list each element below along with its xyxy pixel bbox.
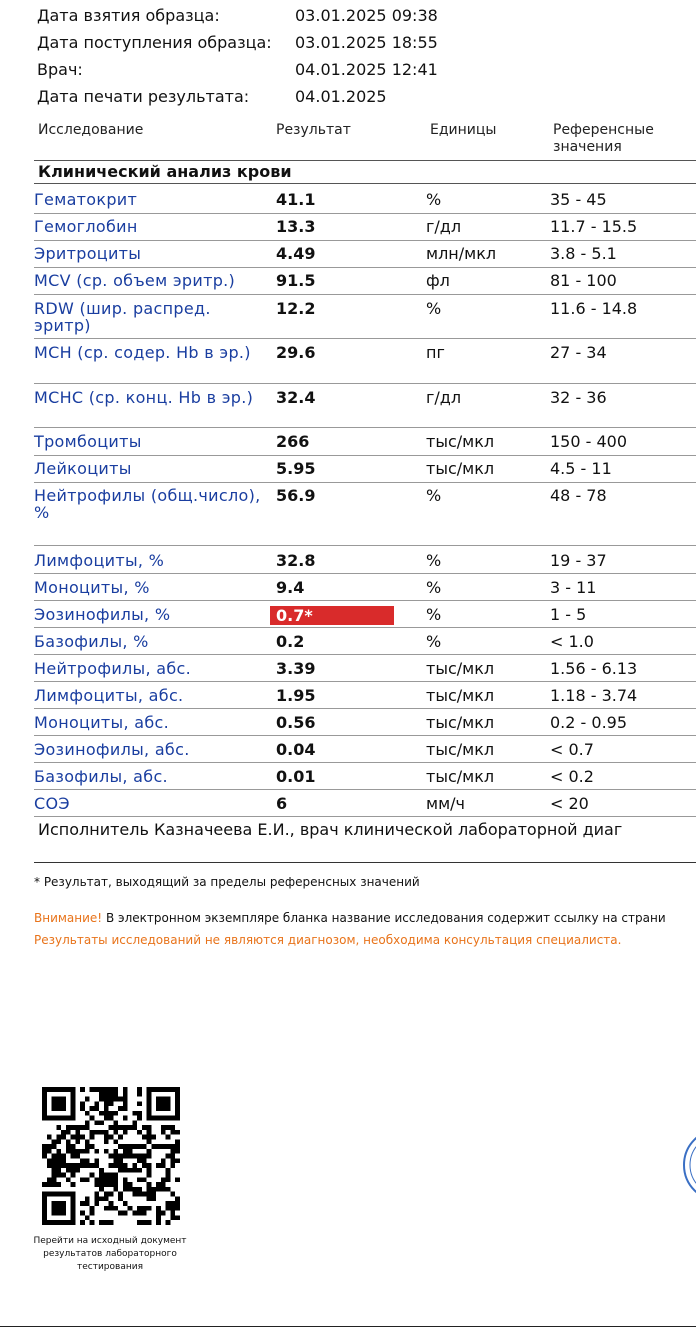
qr-caption: Перейти на исходный документ результатов лабораторного тестирования <box>33 1236 187 1272</box>
section-divider-bottom <box>34 183 696 184</box>
executor-line: Исполнитель Казначеева Е.И., врач клинической лабораторной диаг <box>38 820 623 839</box>
test-name-link[interactable]: Эритроциты <box>34 244 142 263</box>
attention-text: В электронном экземпляре бланка название исследования содержит ссылку на страни <box>102 911 666 925</box>
result-value: 1.95 <box>276 686 316 705</box>
reference-range: 4.5 - 11 <box>550 459 612 478</box>
header-reference-line1: Референсные <box>553 122 654 138</box>
row-divider <box>34 735 696 736</box>
unit: тыс/мкл <box>426 713 495 732</box>
meta-value-received-date: 03.01.2025 18:55 <box>295 33 438 52</box>
result-value: 13.3 <box>276 217 316 236</box>
reference-range: < 0.7 <box>550 740 594 759</box>
unit: % <box>426 299 442 318</box>
page-bottom-border <box>0 1326 696 1327</box>
result-value: 0.01 <box>276 767 316 786</box>
result-value-flagged: 0.7* <box>270 606 394 625</box>
unit: млн/мкл <box>426 244 497 263</box>
row-divider <box>34 654 696 655</box>
reference-range: 48 - 78 <box>550 486 607 505</box>
result-value: 5.95 <box>276 459 316 478</box>
test-name-link[interactable]: Нейтрофилы (общ.число), % <box>34 486 261 522</box>
meta-label-doctor: Врач: <box>37 60 83 79</box>
reference-range: 32 - 36 <box>550 388 607 407</box>
unit: % <box>426 190 442 209</box>
row-divider <box>34 383 696 384</box>
unit: г/дл <box>426 217 462 236</box>
row-divider <box>34 267 696 268</box>
unit: г/дл <box>426 388 462 407</box>
result-value: 12.2 <box>276 299 316 318</box>
header-reference <box>553 122 654 156</box>
row-divider <box>34 573 696 574</box>
row-divider <box>34 600 696 601</box>
test-name-link[interactable]: MCV (ср. объем эритр.) <box>34 271 236 290</box>
test-name-link[interactable]: Гемоглобин <box>34 217 138 236</box>
reference-range: 1.18 - 3.74 <box>550 686 638 705</box>
unit: % <box>426 605 442 624</box>
reference-range: 11.6 - 14.8 <box>550 299 638 318</box>
result-value: 9.4 <box>276 578 305 597</box>
unit: тыс/мкл <box>426 740 495 759</box>
meta-label-print-date: Дата печати результата: <box>37 87 250 106</box>
test-name-link[interactable]: Базофилы, % <box>34 632 149 651</box>
unit: фл <box>426 271 450 290</box>
reference-range: < 20 <box>550 794 589 813</box>
row-divider <box>34 545 696 546</box>
attention-note <box>34 911 666 925</box>
row-divider <box>34 762 696 763</box>
result-value: 56.9 <box>276 486 316 505</box>
qr-code[interactable] <box>42 1087 180 1225</box>
unit: тыс/мкл <box>426 659 495 678</box>
result-value: 0.04 <box>276 740 316 759</box>
test-name-link[interactable]: MCH (ср. содер. Hb в эр.) <box>34 343 251 362</box>
test-name-link[interactable]: Гематокрит <box>34 190 138 209</box>
test-name-link[interactable]: Базофилы, абс. <box>34 767 168 786</box>
row-divider <box>34 482 696 483</box>
unit: % <box>426 486 442 505</box>
unit: тыс/мкл <box>426 432 495 451</box>
result-value: 0.2 <box>276 632 305 651</box>
row-divider <box>34 427 696 428</box>
result-value: 41.1 <box>276 190 316 209</box>
row-divider <box>34 816 696 817</box>
unit: % <box>426 632 442 651</box>
reference-range: 150 - 400 <box>550 432 628 451</box>
reference-range: 1 - 5 <box>550 605 587 624</box>
stamp-seal-icon <box>680 1125 696 1205</box>
test-name-link[interactable]: Эозинофилы, абс. <box>34 740 190 759</box>
section-divider <box>34 160 696 161</box>
reference-range: 1.56 - 6.13 <box>550 659 638 678</box>
test-name-link[interactable]: RDW (шир. распред. эритр) <box>34 299 211 335</box>
reference-range: 11.7 - 15.5 <box>550 217 638 236</box>
unit: тыс/мкл <box>426 459 495 478</box>
test-name-link[interactable]: Моноциты, абс. <box>34 713 170 732</box>
test-name-link[interactable]: Моноциты, % <box>34 578 150 597</box>
test-name-link[interactable]: Тромбоциты <box>34 432 142 451</box>
result-value: 4.49 <box>276 244 316 263</box>
header-units: Единицы <box>430 122 497 138</box>
reference-range: < 0.2 <box>550 767 594 786</box>
test-name-link[interactable]: Лейкоциты <box>34 459 132 478</box>
row-divider <box>34 708 696 709</box>
result-value: 32.4 <box>276 388 316 407</box>
result-value: 266 <box>276 432 310 451</box>
reference-range: 3 - 11 <box>550 578 597 597</box>
reference-range: 81 - 100 <box>550 271 617 290</box>
disclaimer: Результаты исследований не являются диагнозом, необходима консультация специалиста. <box>34 933 622 947</box>
meta-value-doctor: 04.01.2025 12:41 <box>295 60 438 79</box>
test-name-link[interactable]: Эозинофилы, % <box>34 605 171 624</box>
unit: тыс/мкл <box>426 686 495 705</box>
row-divider <box>34 213 696 214</box>
meta-value-print-date: 04.01.2025 <box>295 87 387 106</box>
test-name-link[interactable]: MCHC (ср. конц. Hb в эр.) <box>34 388 254 407</box>
meta-label-received-date: Дата поступления образца: <box>37 33 272 52</box>
test-name-link[interactable]: Нейтрофилы, абс. <box>34 659 192 678</box>
row-divider <box>34 240 696 241</box>
reference-range: 3.8 - 5.1 <box>550 244 617 263</box>
unit: пг <box>426 343 445 362</box>
test-name-link[interactable]: Лимфоциты, абс. <box>34 686 184 705</box>
unit: % <box>426 578 442 597</box>
test-name-link[interactable]: СОЭ <box>34 794 70 813</box>
header-study: Исследование <box>38 122 144 138</box>
row-divider <box>34 294 696 295</box>
result-value: 91.5 <box>276 271 316 290</box>
header-result: Результат <box>276 122 351 138</box>
row-divider <box>34 338 696 339</box>
result-value: 29.6 <box>276 343 316 362</box>
reference-range: 27 - 34 <box>550 343 607 362</box>
result-value: 3.39 <box>276 659 316 678</box>
unit: мм/ч <box>426 794 465 813</box>
meta-value-sample-date: 03.01.2025 09:38 <box>295 6 438 25</box>
meta-label-sample-date: Дата взятия образца: <box>37 6 220 25</box>
attention-word: Внимание! <box>34 911 103 925</box>
section-title: Клинический анализ крови <box>38 162 292 181</box>
result-value: 6 <box>276 794 288 813</box>
row-divider <box>34 455 696 456</box>
footnote: * Результат, выходящий за пределы референсных значений <box>34 875 420 889</box>
footer-divider <box>34 862 696 863</box>
row-divider <box>34 789 696 790</box>
test-name-link[interactable]: Лимфоциты, % <box>34 551 165 570</box>
result-value: 0.56 <box>276 713 316 732</box>
reference-range: 0.2 - 0.95 <box>550 713 628 732</box>
row-divider <box>34 627 696 628</box>
unit: % <box>426 551 442 570</box>
reference-range: 19 - 37 <box>550 551 607 570</box>
reference-range: 35 - 45 <box>550 190 607 209</box>
unit: тыс/мкл <box>426 767 495 786</box>
row-divider <box>34 681 696 682</box>
result-value: 32.8 <box>276 551 316 570</box>
header-reference-line2: значения <box>553 139 622 155</box>
reference-range: < 1.0 <box>550 632 594 651</box>
